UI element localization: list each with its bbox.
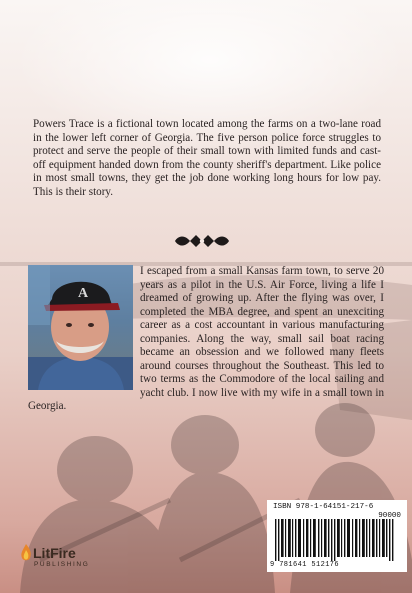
barcode-bars [275,513,399,561]
author-bio-text: I escaped from a small Kansas farm town, to serve 20 years as a pilot in the U.S. Air Force, living a life I dreamed of growing up. After the flying was over, I completed the MBA degree, and spent an unexciting career as a cost accountant in various manufacturing companies. Along the way, small sail boat racing became an obsession and we followed many fleets around courses throughout the Southeast. This led to two terms as the Commodore of the local sailing and yacht club. I now live with my wife in a small town in Georgia. [28,265,384,413]
publisher-logo [20,544,96,574]
isbn-number: ISBN 978-1-64151-217-6 [273,503,374,511]
book-description: Powers Trace is a fictional town located among the farms on a two-lane road in the lower left corner of Georgia. The five person police force struggles to protect and serve the people of their small town with limited funds and cast-off equipment handed down from the county sheriff's department. Like police in most small towns, they get the job done working long hours for low pay. This is their story. [33,118,381,198]
barcode-digits: 9 781641 512176 [270,561,340,569]
flame-icon [20,544,32,562]
svg-text:A: A [78,286,89,301]
decorative-divider-ornament [174,232,230,250]
publisher-name: LitFire [33,545,76,561]
price-code: 90000 [378,512,401,520]
isbn-barcode [267,500,407,572]
author-bio [28,265,384,414]
publisher-subtitle: PUBLISHING [34,561,90,568]
